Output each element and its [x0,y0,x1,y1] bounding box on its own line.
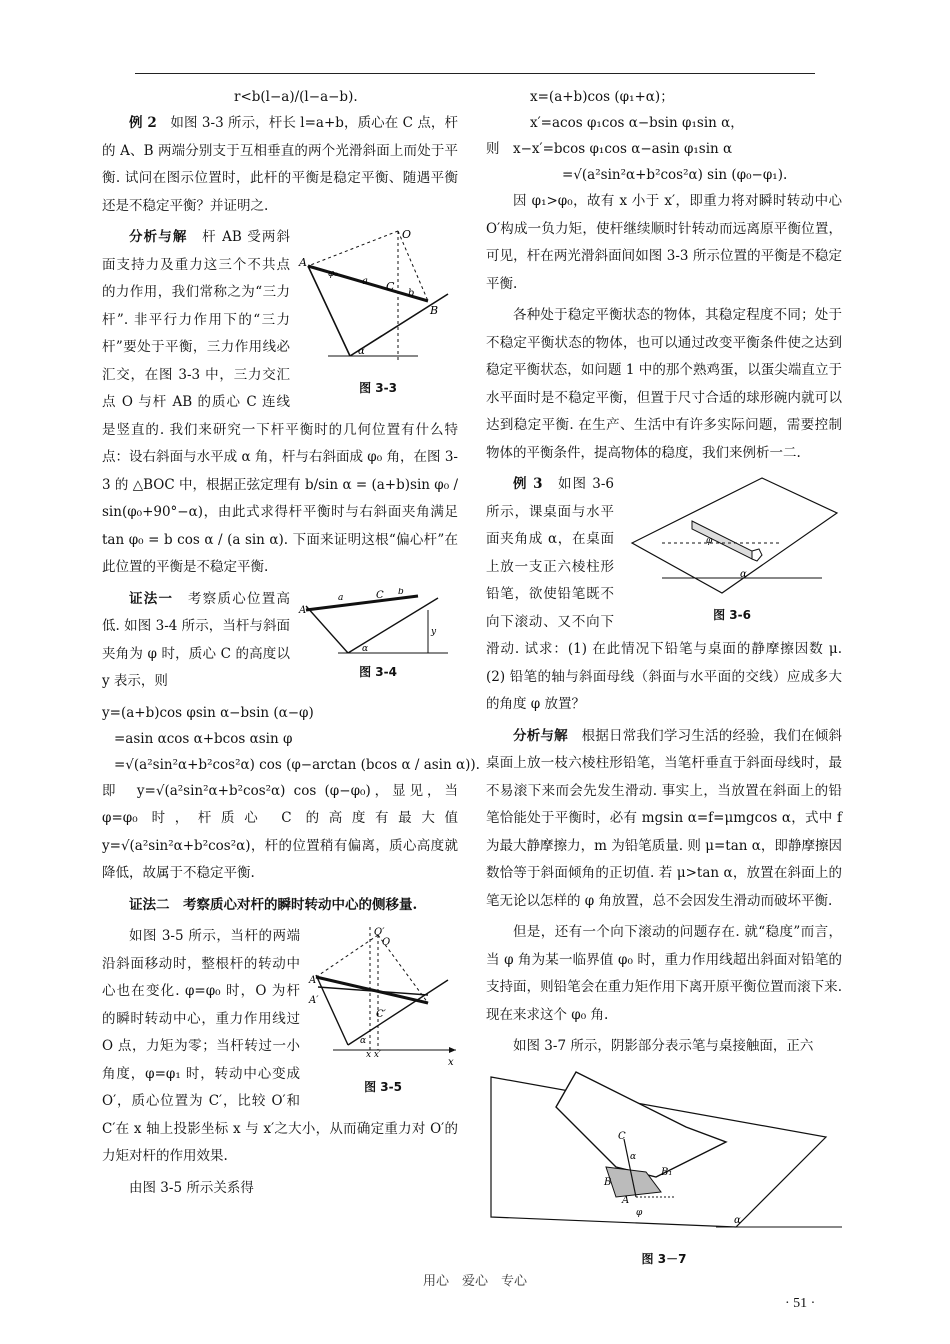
figure-3-3-caption: 图 3-3 [359,381,397,395]
svg-text:φ₀: φ₀ [328,269,338,279]
svg-text:O: O [382,937,391,948]
right-paragraph-2: 各种处于稳定平衡状态的物体，其稳定程度不同；处于不稳定平衡状态的物体，也可以通过改变平衡条件使之达到稳定平衡状态，如问题 1 中的那个熟鸡蛋，以蛋尖端直立于水平面时是不稳定平衡，但置于尺寸合适的球形碗内就可以达到稳定平衡. 在生产、生活中有许多实际问题，需要控制物体的平衡条件，提高物体的稳度，我们来例析一二. [486,307,842,461]
svg-text:B₁: B₁ [661,1166,673,1178]
right-paragraph-1: 因 φ₁>φ₀，故有 x 小于 x′，即重力将对瞬时转动中心 O′构成一负力矩，使杆继续顺时针转动而远离原平衡位置，可见，杆在两光滑斜面间如图 3-3 所示位置的平衡是不稳定平衡. [486,193,842,292]
figure-3-4-diagram [298,588,458,660]
svg-text:φ: φ [636,1207,643,1218]
svg-text:A: A [309,975,317,986]
svg-text:B: B [604,1176,612,1188]
analysis-1-text: 杆 AB 受两斜面支持力及重力这三个不共点的力作用，我们常称之为“三力杆”. 非平行力作用下的“三力杆”要处于平衡，三力作用线必汇交，在图 3-3 中，三力交汇点 O 与杆 AB 的质心 C 连线是竖直的. 我们来研究一下杆平衡时的几何位置有什么特点：设右斜面与水平成 α 角，杆与右斜面成 φ₀ 角，在图 3-3 的 △BOC 中，根据正弦定理有 b/sin α = (a+b)sin φ₀ / sin(φ₀+90°−α)，由此式求得杆平衡时与右斜面夹角满足 tan φ₀ = b cos α / (a sin α). 下面来证明这根“偏心杆”在此位置的平衡是不稳定平衡. [102,229,458,575]
figure-3-5 [308,925,458,1095]
left-column [102,84,480,1206]
svg-text:y: y [431,626,437,637]
header-rule [135,73,815,74]
top-equation: r<b(l−a)/(l−a−b). [234,89,358,105]
left-eq-1: y=(a+b)cos φsin α−bsin (α−φ) [102,704,314,721]
proof-2-head: 证法二 [129,896,170,913]
svg-text:A: A [299,604,307,616]
right-eq-2: x′=acos φ₁cos α−bsin φ₁sin α， [530,115,744,131]
figure-3-5-diagram [308,925,458,1075]
proof-1-text: 考察质心位置高低. 如图 3-4 所示，当杆与斜面夹角为 φ 时，质心 C 的高度以 y 表示，则 [102,590,290,689]
left-tail: 由图 3-5 所示关系得 [129,1179,254,1196]
svg-text:A: A [622,1194,630,1206]
figure-3-7-caption: 图 3－7 [641,1251,687,1266]
proof-1-head: 证法一 [129,590,174,607]
figure-3-6-caption: 图 3-6 [713,608,751,622]
proof-2-text: 考察质心对杆的瞬时转动中心的侧移量. [183,896,418,913]
svg-text:α: α [630,1151,637,1162]
example-2-text: 如图 3-3 所示，杆长 l=a+b，质心在 C 点，杆的 A、B 两端分别支于互相垂直的两个光滑斜面上而处于平衡. 试问在图示位置时，此杆的平衡是稳定平衡、随遇平衡还是不稳定平衡？并证明之. [102,115,459,214]
svg-text:α: α [358,346,365,357]
analysis-2-text: 根据日常我们学习生活的经验，我们在倾斜桌面上放一枝六棱柱形铅笔，当笔杆垂直于斜面母线时，最不易滚下来而会先发生滑动. 事实上，当放置在斜面上的铅笔恰能处于平衡时，必有 mgsin α=f=μmgcos α，式中 f 为最大静摩擦力，m 为铅笔质量. 则 μ=tan α，即静摩擦因数恰等于斜面倾角的正切值. 若 μ>tan α，放置在斜面上的笔无论以怎样的 φ 角放置，总不会因发生滑动而破坏平衡. [486,727,843,909]
right-paragraph-3: 但是，还有一个向下滚动的问题存在. 就“稳度”而言，当 φ 角为某一临界值 φ₀ 时，重力作用线超出斜面对铅笔的支持面，则铅笔会在重力矩作用下离开原平衡位置而滚下来. 现在来求这个 φ₀ 角. [486,924,842,1023]
figure-3-3 [298,226,458,396]
figure-3-5-caption: 图 3-5 [364,1080,402,1094]
svg-text:C: C [376,589,384,601]
figure-3-6 [622,473,842,623]
example-2-head: 例 2 [129,115,157,131]
page-number: · 51 · [785,1296,816,1311]
figure-3-7-diagram [486,1067,842,1247]
analysis-2 [486,723,842,916]
left-eq-3: =√(a²sin²α+b²cos²α) cos (φ−arctan (bcos α / asin α)). [114,756,480,773]
svg-text:φ: φ [706,536,713,546]
page-footer: 用心 爱心 专心 [422,1274,527,1289]
svg-text:b: b [408,288,415,299]
svg-text:C′: C′ [376,1009,386,1020]
svg-text:O: O [402,228,412,241]
analysis-1-head: 分析与解 [129,229,188,245]
proof-2-body: 如图 3-5 所示，当杆的两端沿斜面移动时，整根杆的转动中心也在变化. φ=φ₀ 时，O 为杆的瞬时转动中心，重力作用线过 O 点，力矩为零；当杆转过一小角度，φ=φ₁ 时，转动中心变成 O′，质心位置为 C′，比较 O′和 C′在 x 轴上投影坐标 x 与 x′之大小，从而确定重力对 O′的力矩对杆的作用效果. [102,928,458,1164]
svg-text:O′: O′ [374,927,385,938]
svg-text:x x′: x x′ [366,1050,382,1060]
svg-text:α: α [362,643,369,654]
right-eq-3: 则 x−x′=bcos φ₁cos α−asin φ₁sin α [486,141,733,157]
example-3-text: 如图 3-6 所示，课桌面与水平面夹角成 α，在桌面上放一支正六棱柱形铅笔，欲使铅笔既不向下滚动、又不向下滑动. 试求：(1) 在此情况下铅笔与桌面的静摩擦因数 μ. (2) 铅笔的轴与斜面母线（斜面与水平面的交线）应成多大的角度 φ 放置？ [486,476,842,712]
svg-text:x: x [448,1057,454,1068]
proof-2 [102,892,458,920]
svg-text:B: B [430,304,439,317]
svg-text:C: C [386,280,395,293]
svg-text:α: α [360,1036,367,1046]
proof-1-continued: 即 y=√(a²sin²α+b²cos²α) cos (φ−φ₀)，显见，当 φ=φ₀ 时，杆质心 C 的高度有最大值 y=√(a²sin²α+b²cos²α)，杆的位置稍有偏离，质心高度就降低，故属于不稳定平衡. [102,782,458,881]
right-column [486,84,842,1267]
svg-text:C: C [618,1130,626,1142]
svg-text:α: α [740,569,747,580]
svg-text:α: α [734,1214,741,1226]
right-eq-4: =√(a²sin²α+b²cos²α) sin (φ₀−φ₁). [562,167,788,183]
svg-text:a: a [362,276,368,287]
svg-text:b: b [398,587,404,597]
svg-text:a: a [338,592,344,603]
svg-text:A: A [299,256,307,269]
analysis-2-head: 分析与解 [513,727,568,744]
right-paragraph-4: 如图 3-7 所示，阴影部分表示笔与桌接触面，正六 [513,1038,814,1054]
svg-text:A′: A′ [309,995,319,1006]
figure-3-3-diagram [298,226,458,376]
example-2 [102,110,458,220]
figure-3-4 [298,588,458,680]
figure-3-4-caption: 图 3-4 [359,664,397,679]
figure-3-6-diagram [622,473,842,603]
left-eq-2: =asin αcos α+bcos αsin φ [114,730,293,747]
figure-3-7 [486,1067,842,1267]
example-3-head: 例 3 [513,476,543,492]
right-eq-1: x=(a+b)cos (φ₁+α)； [530,89,674,105]
